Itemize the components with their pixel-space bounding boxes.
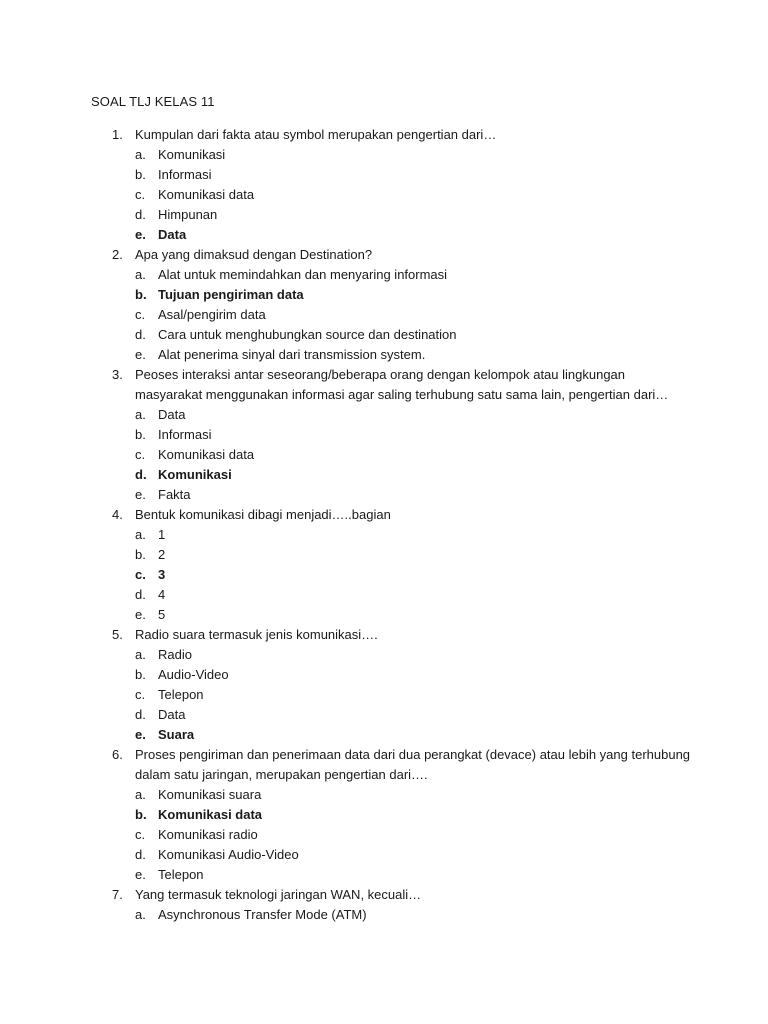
option-letter: d. [135,467,147,482]
option-text: Komunikasi Audio-Video [158,847,299,862]
option-letter: d. [135,587,146,602]
option-text: Asal/pengirim data [158,307,266,322]
answer-option [0,545,768,565]
option-text: Data [158,227,187,242]
option-letter: a. [135,407,146,422]
answer-option [0,405,768,425]
answer-option [0,605,768,625]
option-text: Himpunan [158,207,218,222]
answer-option [0,825,768,845]
option-letter: a. [135,527,146,542]
question-stem [0,245,695,265]
option-text: 3 [158,567,166,582]
option-text: 1 [158,527,166,542]
answer-option [0,205,768,225]
question-text: Apa yang dimaksud dengan Destination? [135,247,373,262]
option-letter: e. [135,727,146,742]
question-stem [0,625,695,645]
option-letter: c. [135,827,146,842]
option-letter: e. [135,347,146,362]
option-letter: c. [135,187,146,202]
answer-option [0,305,768,325]
question-stem [0,365,695,405]
option-letter: c. [135,567,146,582]
option-text: Komunikasi data [158,447,255,462]
option-letter: b. [135,807,147,822]
question-text: Bentuk komunikasi dibagi menjadi…..bagian [135,507,391,522]
question-stem [0,745,695,785]
question-block [0,505,768,625]
option-text: Asynchronous Transfer Mode (ATM) [158,907,367,922]
option-letter: e. [135,227,146,242]
answer-option [0,525,768,545]
answer-option [0,665,768,685]
option-text: 2 [158,547,166,562]
question-list [0,125,768,925]
answer-option-correct [0,565,768,585]
document-title: SOAL TLJ KELAS 11 [91,94,215,109]
answer-option-correct [0,225,768,245]
option-letter: a. [135,267,146,282]
question-text: Radio suara termasuk jenis komunikasi…. [135,627,378,642]
option-text: Komunikasi suara [158,787,262,802]
option-letter: d. [135,707,146,722]
option-letter: d. [135,327,146,342]
option-letter: b. [135,667,146,682]
option-letter: d. [135,847,146,862]
option-text: Komunikasi data [158,807,263,822]
question-stem [0,505,695,525]
answer-option-correct [0,725,768,745]
option-text: Fakta [158,487,191,502]
question-number: 4. [112,507,123,522]
answer-option [0,165,768,185]
option-letter: c. [135,687,146,702]
option-text: Radio [158,647,192,662]
question-text: Kumpulan dari fakta atau symbol merupakan pengertian dari… [135,127,497,142]
option-letter: a. [135,787,146,802]
option-letter: b. [135,287,147,302]
answer-option-correct [0,285,768,305]
answer-option [0,685,768,705]
option-letter: e. [135,867,146,882]
question-block [0,245,768,365]
answer-option-correct [0,465,768,485]
answer-option [0,345,768,365]
answer-option [0,905,768,925]
question-number: 7. [112,887,123,902]
option-text: Komunikasi radio [158,827,258,842]
question-text: Yang termasuk teknologi jaringan WAN, kecuali… [135,887,422,902]
option-text: Audio-Video [158,667,229,682]
option-letter: a. [135,647,146,662]
option-letter: c. [135,447,146,462]
option-text: Telepon [158,687,204,702]
answer-option [0,445,768,465]
question-number: 2. [112,247,123,262]
option-letter: b. [135,427,146,442]
option-text: Informasi [158,427,212,442]
option-letter: e. [135,487,146,502]
question-block [0,885,768,925]
option-text: Komunikasi data [158,187,255,202]
option-text: Data [158,407,186,422]
option-text: 5 [158,607,166,622]
question-block [0,745,768,885]
answer-option [0,265,768,285]
answer-option [0,185,768,205]
option-text: Alat penerima sinyal dari transmission system. [158,347,426,362]
question-number: 5. [112,627,123,642]
option-letter: d. [135,207,146,222]
option-text: Cara untuk menghubungkan source dan destination [158,327,457,342]
answer-option [0,325,768,345]
option-letter: a. [135,907,146,922]
option-text: Tujuan pengiriman data [158,287,304,302]
answer-option [0,145,768,165]
option-text: Komunikasi [158,467,232,482]
answer-option [0,585,768,605]
question-stem [0,125,695,145]
question-number: 1. [112,127,123,142]
option-letter: b. [135,547,146,562]
question-block [0,365,768,505]
option-letter: b. [135,167,146,182]
question-text: Proses pengiriman dan penerimaan data dari dua perangkat (devace) atau lebih yang terhubung dalam satu jaringan, merupakan pengertian dari…. [135,747,691,782]
option-letter: a. [135,147,146,162]
question-number: 3. [112,367,123,382]
answer-option [0,865,768,885]
option-text: Suara [158,727,195,742]
question-text: Peoses interaksi antar seseorang/beberapa orang dengan kelompok atau lingkungan masyarakat menggunakan informasi agar saling terhubung satu sama lain, pengertian dari… [135,367,669,402]
option-text: Alat untuk memindahkan dan menyaring informasi [158,267,448,282]
answer-option [0,485,768,505]
answer-option [0,645,768,665]
question-stem [0,885,695,905]
answer-option [0,785,768,805]
option-text: Komunikasi [158,147,226,162]
option-text: Data [158,707,186,722]
option-text: Telepon [158,867,204,882]
answer-option [0,845,768,865]
answer-option [0,425,768,445]
option-text: Informasi [158,167,212,182]
option-text: 4 [158,587,166,602]
question-number: 6. [112,747,123,762]
option-letter: c. [135,307,146,322]
answer-option-correct [0,805,768,825]
question-block [0,625,768,745]
answer-option [0,705,768,725]
option-letter: e. [135,607,146,622]
question-block [0,125,768,245]
